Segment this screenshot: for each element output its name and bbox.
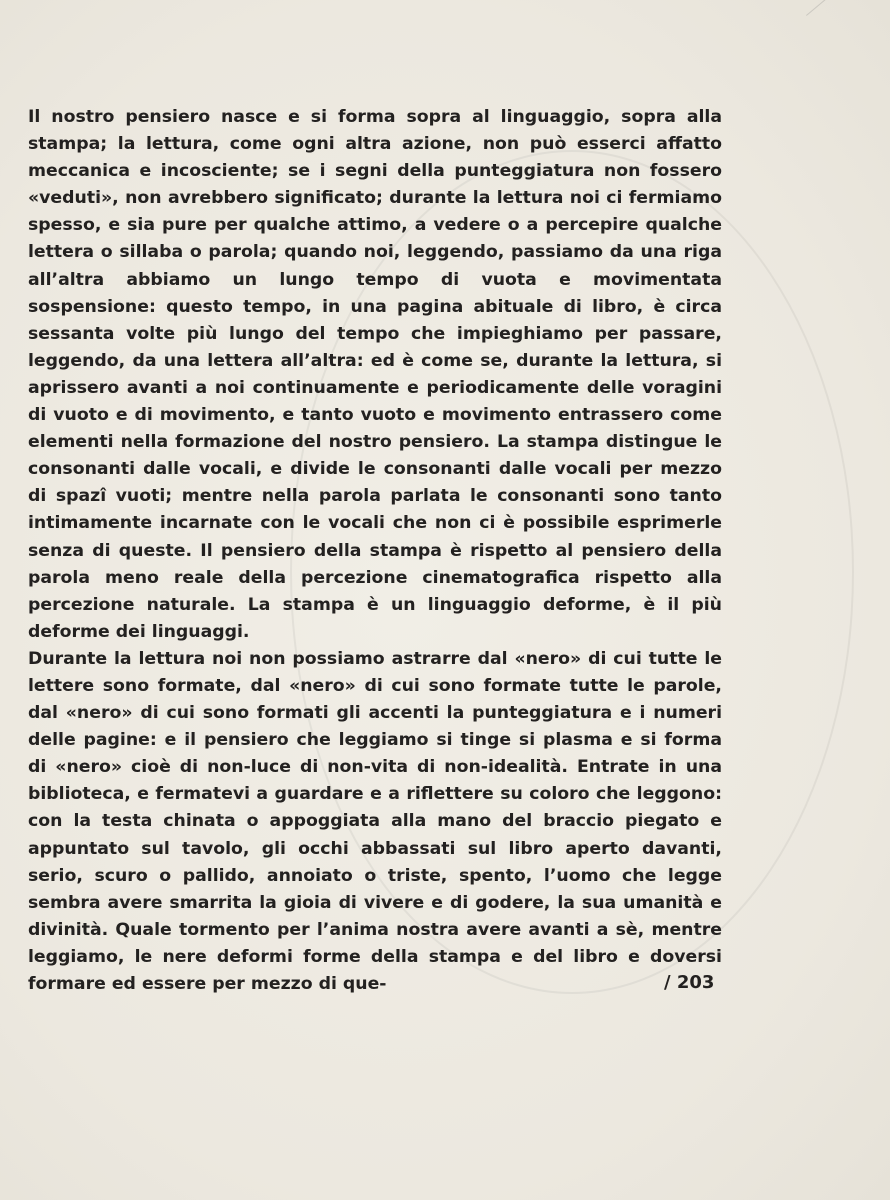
page-number: / 203 (664, 972, 715, 993)
body-text (28, 104, 722, 998)
paragraph-1: Il nostro pensiero nasce e si forma sopra al linguaggio, sopra alla stampa; la lettura, come ogni altra azione, non può esserci affatto meccanica e incosciente; se i segni della punteggiatura non fossero «veduti», non avrebbero significato; durante la lettura noi ci fermiamo spesso, e sia pure per qualche attimo, a vedere o a percepire qualche lettera o sillaba o parola; quando noi, leggendo, passiamo da una riga all’altra abbiamo un lungo tempo di vuota e movimentata sospensione: questo tempo, in una pagina abituale di libro, è circa sessanta volte più lungo del tempo che impieghiamo per passare, leggendo, da una lettera all’altra: ed è come se, durante la lettura, si aprissero avanti a noi continuamente e periodicamente delle voragini di vuoto e di movimento, e tanto vuoto e movimento entrassero come elementi nella formazione del nostro pensiero. La stampa distingue le consonanti dalle vocali, e divide le consonanti dalle vocali per mezzo di spazî vuoti; mentre nella parola parlata le consonanti sono tanto intimamente incarnate con le vocali che non ci è possibile esprimerle senza di queste. Il pensiero della stampa è rispetto al pensiero della parola meno reale della percezione cinematografica rispetto alla percezione naturale. La stampa è un linguaggio deforme, è il più deforme dei linguaggi. (28, 107, 722, 642)
paragraph-2: Durante la lettura noi non possiamo astrarre dal «nero» di cui tutte le lettere sono formate, dal «nero» di cui sono formate tutte le parole, dal «nero» di cui sono formati gli accenti la punteggiatura e i numeri delle pagine: e il pensiero che leggiamo si tinge si plasma e si forma di «nero» cioè di non-luce di non-vita di non-idealità. Entrate in una biblioteca, e fermatevi a guardare e a riflettere su coloro che leggono: con la testa chinata o appoggiata alla mano del braccio piegato e appuntato sul tavolo, gli occhi abbassati sul libro aperto davanti, serio, scuro o pallido, annoiato o triste, spento, l’uomo che legge sembra avere smarrita la gioia di vivere e di godere, la sua umanità e divinità. Quale tormento per l’anima nostra avere avanti a sè, mentre leggiamo, le nere deformi forme della stampa e del libro e doversi formare ed essere per mezzo di que- (28, 648, 722, 994)
page-corner-line (806, 0, 890, 16)
